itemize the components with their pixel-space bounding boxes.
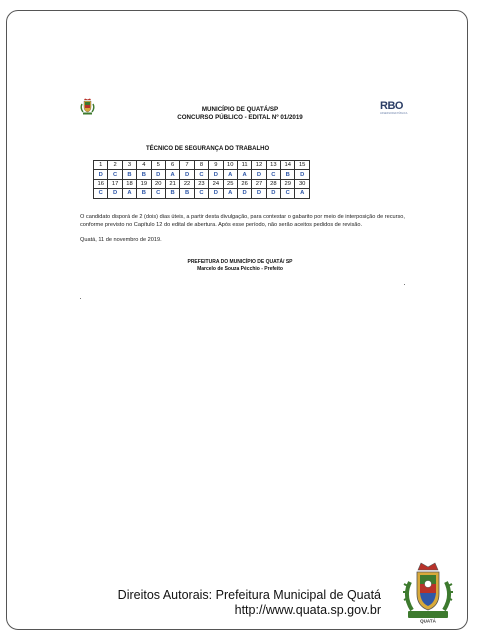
website-url: http://www.quata.sp.gov.br — [234, 603, 381, 617]
question-number-cell: 5 — [151, 161, 165, 170]
question-number-cell: 12 — [252, 161, 266, 170]
question-number-cell: 21 — [165, 179, 179, 188]
footer-crest-caption: QUATÁ — [420, 618, 436, 624]
answer-cell: C — [151, 189, 165, 198]
answer-cell: C — [94, 189, 108, 198]
copyright-text: Direitos Autorais: Prefeitura Municipal de Quatá — [117, 588, 381, 602]
answer-cell: D — [252, 170, 266, 179]
answer-cell: D — [252, 189, 266, 198]
answer-cell: A — [223, 170, 237, 179]
answer-cell: C — [194, 170, 208, 179]
rbo-logo — [380, 101, 416, 117]
question-number-cell: 22 — [180, 179, 194, 188]
answer-cell: D — [108, 189, 122, 198]
question-number-cell: 29 — [281, 179, 295, 188]
rbo-logo-subtext: ASSESSORIA PÚBLICA — [380, 112, 408, 115]
answer-cell: D — [237, 189, 251, 198]
question-number-cell: 4 — [137, 161, 151, 170]
answer-key-answers-row-2 — [94, 189, 310, 198]
footer-credit — [80, 588, 381, 618]
question-number-cell: 11 — [237, 161, 251, 170]
answer-key-numbers-row-1 — [94, 161, 310, 170]
answer-cell: D — [94, 170, 108, 179]
scan-speck — [404, 284, 405, 285]
question-number-cell: 1 — [94, 161, 108, 170]
question-number-cell: 25 — [223, 179, 237, 188]
question-number-cell: 15 — [295, 161, 309, 170]
answer-cell: D — [209, 170, 223, 179]
answer-cell: C — [281, 189, 295, 198]
question-number-cell: 19 — [137, 179, 151, 188]
answer-cell: D — [180, 170, 194, 179]
answer-cell: D — [295, 170, 309, 179]
question-number-cell: 10 — [223, 161, 237, 170]
question-number-cell: 30 — [295, 179, 309, 188]
answer-cell: D — [151, 170, 165, 179]
question-number-cell: 20 — [151, 179, 165, 188]
answer-cell: B — [165, 189, 179, 198]
answer-cell: A — [223, 189, 237, 198]
answer-cell: A — [165, 170, 179, 179]
answer-cell: C — [266, 170, 280, 179]
question-number-cell: 7 — [180, 161, 194, 170]
rbo-logo-text: RBO — [380, 100, 403, 112]
document-heading — [120, 106, 360, 122]
municipal-crest-icon — [80, 98, 95, 115]
question-number-cell: 18 — [122, 179, 136, 188]
answer-cell: A — [237, 170, 251, 179]
question-number-cell: 14 — [281, 161, 295, 170]
question-number-cell: 17 — [108, 179, 122, 188]
answer-key-numbers-row-2 — [94, 179, 310, 188]
question-number-cell: 3 — [122, 161, 136, 170]
question-number-cell: 28 — [266, 179, 280, 188]
question-number-cell: 6 — [165, 161, 179, 170]
answer-cell: B — [137, 189, 151, 198]
date-line: Quatá, 11 de novembro de 2019. — [80, 237, 162, 243]
signature-name: Marcelo de Souza Pécchio - Prefeito — [197, 266, 283, 272]
signature-block — [150, 259, 330, 273]
question-number-cell: 27 — [252, 179, 266, 188]
municipality-title: MUNICÍPIO DE QUATÁ/SP — [201, 106, 279, 113]
answer-cell: D — [209, 189, 223, 198]
answer-cell: B — [122, 170, 136, 179]
answer-cell: B — [137, 170, 151, 179]
appeal-notice-paragraph: O candidato disporá de 2 (dois) dias úteis, a partir desta divulgação, para contestar o gabarito por meio de interposição de recurso, conforme previsto no Capítulo 12 do edital de abertura. Após esse período, não serão aceitos pedidos de revisão. — [80, 214, 405, 228]
signature-org: PREFEITURA DO MUNICÍPIO DE QUATÁ/ SP — [187, 259, 293, 265]
position-title: TÉCNICO DE SEGURANÇA DO TRABALHO — [146, 146, 270, 152]
answer-cell: B — [281, 170, 295, 179]
answer-key-answers-row-1 — [94, 170, 310, 179]
question-number-cell: 8 — [194, 161, 208, 170]
answer-cell: C — [108, 170, 122, 179]
question-number-cell: 16 — [94, 179, 108, 188]
answer-cell: A — [122, 189, 136, 198]
answer-cell: B — [180, 189, 194, 198]
question-number-cell: 24 — [209, 179, 223, 188]
footer-crest-icon — [402, 560, 454, 624]
answer-key-table — [93, 160, 310, 199]
contest-title: CONCURSO PÚBLICO - EDITAL Nº 01/2019 — [177, 114, 303, 121]
question-number-cell: 9 — [209, 161, 223, 170]
answer-cell: C — [194, 189, 208, 198]
question-number-cell: 26 — [237, 179, 251, 188]
answer-cell: A — [295, 189, 309, 198]
question-number-cell: 2 — [108, 161, 122, 170]
answer-cell: D — [266, 189, 280, 198]
question-number-cell: 13 — [266, 161, 280, 170]
scan-speck — [80, 298, 81, 299]
question-number-cell: 23 — [194, 179, 208, 188]
